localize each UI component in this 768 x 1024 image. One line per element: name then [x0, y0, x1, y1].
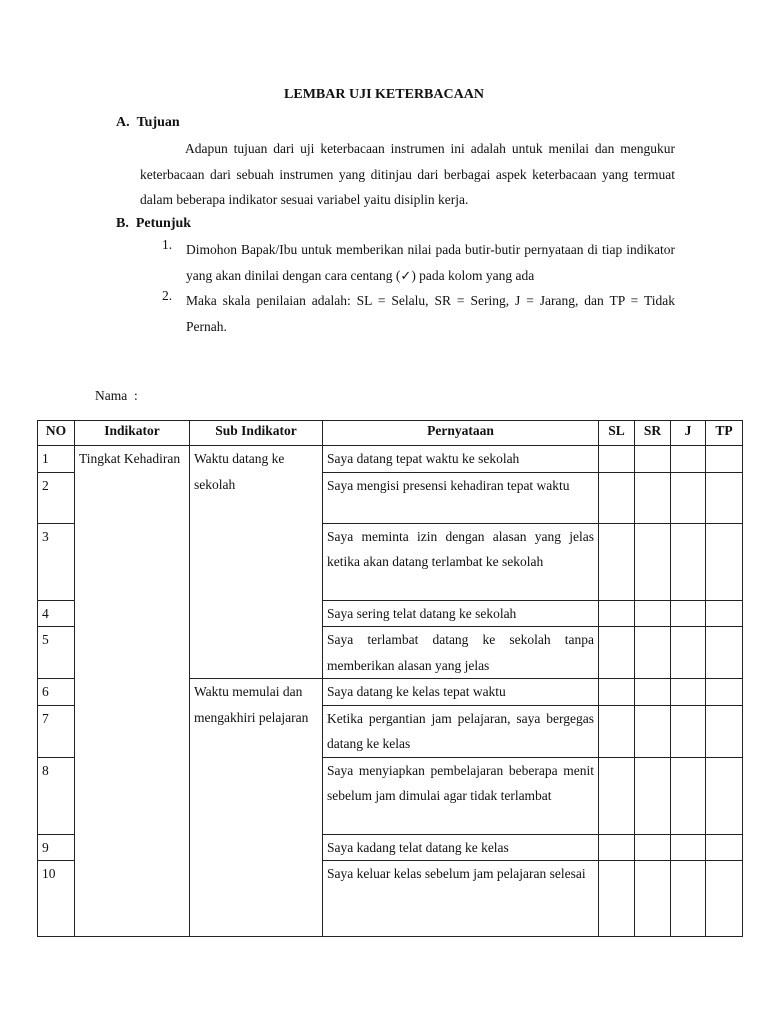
sl-checkbox-cell[interactable]: [599, 472, 635, 523]
row-number: 6: [38, 679, 75, 706]
sr-checkbox-cell[interactable]: [635, 705, 671, 757]
row-number: 10: [38, 861, 75, 937]
sl-checkbox-cell[interactable]: [599, 757, 635, 834]
sl-checkbox-cell[interactable]: [599, 861, 635, 937]
row-number: 8: [38, 757, 75, 834]
row-number: 5: [38, 627, 75, 679]
section-a-heading: A. Tujuan: [116, 115, 180, 130]
sr-checkbox-cell[interactable]: [635, 757, 671, 834]
nama-label: Nama :: [95, 388, 138, 403]
header-pernyataan: Pernyataan: [323, 421, 599, 446]
instruction-1-text-start: Dimohon Bapak/Ibu untuk memberikan nilai pada butir-butir pernyataan di tiap indikator yang akan dinilai dengan cara centang (: [186, 242, 675, 283]
j-checkbox-cell[interactable]: [671, 861, 706, 937]
table-row: [38, 446, 743, 473]
statement-cell: Saya terlambat datang ke sekolah tanpa memberikan alasan yang jelas: [323, 627, 599, 679]
sr-checkbox-cell[interactable]: [635, 523, 671, 600]
tp-checkbox-cell[interactable]: [706, 627, 743, 679]
header-sub-indikator: Sub Indikator: [190, 421, 323, 446]
j-checkbox-cell[interactable]: [671, 472, 706, 523]
sl-checkbox-cell[interactable]: [599, 679, 635, 706]
j-checkbox-cell[interactable]: [671, 446, 706, 473]
header-tp: TP: [706, 421, 743, 446]
statement-cell: Saya datang tepat waktu ke sekolah: [323, 446, 599, 473]
tp-checkbox-cell[interactable]: [706, 600, 743, 627]
sub-indikator-cell-1: Waktu datang ke sekolah: [190, 446, 323, 679]
sl-checkbox-cell[interactable]: [599, 446, 635, 473]
sl-checkbox-cell[interactable]: [599, 600, 635, 627]
sub-indikator-cell-2: Waktu memulai dan mengakhiri pelajaran: [190, 679, 323, 937]
table-header-row: [38, 421, 743, 446]
row-number: 1: [38, 446, 75, 473]
sl-checkbox-cell[interactable]: [599, 834, 635, 861]
statement-cell: Saya datang ke kelas tepat waktu: [323, 679, 599, 706]
instruction-2-number: 2.: [162, 288, 173, 303]
tp-checkbox-cell[interactable]: [706, 472, 743, 523]
sr-checkbox-cell[interactable]: [635, 472, 671, 523]
j-checkbox-cell[interactable]: [671, 600, 706, 627]
j-checkbox-cell[interactable]: [671, 627, 706, 679]
row-number: 7: [38, 705, 75, 757]
j-checkbox-cell[interactable]: [671, 679, 706, 706]
header-sl: SL: [599, 421, 635, 446]
header-sr: SR: [635, 421, 671, 446]
sr-checkbox-cell[interactable]: [635, 600, 671, 627]
statement-cell: Saya sering telat datang ke sekolah: [323, 600, 599, 627]
statement-cell: Saya menyiapkan pembelajaran beberapa menit sebelum jam dimulai agar tidak terlambat: [323, 757, 599, 834]
j-checkbox-cell[interactable]: [671, 834, 706, 861]
j-checkbox-cell[interactable]: [671, 757, 706, 834]
instruction-1-text: [186, 237, 675, 289]
tp-checkbox-cell[interactable]: [706, 679, 743, 706]
tp-checkbox-cell[interactable]: [706, 446, 743, 473]
row-number: 3: [38, 523, 75, 600]
tp-checkbox-cell[interactable]: [706, 757, 743, 834]
sr-checkbox-cell[interactable]: [635, 834, 671, 861]
section-b-heading: B. Petunjuk: [116, 216, 192, 231]
sl-checkbox-cell[interactable]: [599, 705, 635, 757]
tp-checkbox-cell[interactable]: [706, 861, 743, 937]
tp-checkbox-cell[interactable]: [706, 523, 743, 600]
sr-checkbox-cell[interactable]: [635, 861, 671, 937]
indikator-cell: Tingkat Kehadiran: [75, 446, 190, 937]
header-j: J: [671, 421, 706, 446]
sl-checkbox-cell[interactable]: [599, 627, 635, 679]
instruction-2-text: Maka skala penilaian adalah: SL = Selalu, SR = Sering, J = Jarang, dan TP = Tidak Pernah.: [186, 293, 675, 334]
statement-cell: Saya keluar kelas sebelum jam pelajaran selesai: [323, 861, 599, 937]
sr-checkbox-cell[interactable]: [635, 446, 671, 473]
statement-cell: Ketika pergantian jam pelajaran, saya bergegas datang ke kelas: [323, 705, 599, 757]
sr-checkbox-cell[interactable]: [635, 679, 671, 706]
sr-checkbox-cell[interactable]: [635, 627, 671, 679]
page-title: LEMBAR UJI KETERBACAAN: [284, 87, 484, 102]
j-checkbox-cell[interactable]: [671, 705, 706, 757]
statement-cell: Saya meminta izin dengan alasan yang jelas ketika akan datang terlambat ke sekolah: [323, 523, 599, 600]
row-number: 4: [38, 600, 75, 627]
check-mark-icon: ✓: [400, 268, 412, 284]
row-number: 9: [38, 834, 75, 861]
row-number: 2: [38, 472, 75, 523]
statement-cell: Saya mengisi presensi kehadiran tepat waktu: [323, 472, 599, 523]
tp-checkbox-cell[interactable]: [706, 705, 743, 757]
instruction-1-number: 1.: [162, 237, 173, 252]
statement-cell: Saya kadang telat datang ke kelas: [323, 834, 599, 861]
section-a-paragraph: Adapun tujuan dari uji keterbacaan instrumen ini adalah untuk menilai dan mengukur keterbacaan dari sebuah instrumen yang ditinjau dari berbagai aspek keterbacaan yang termuat dalam beberapa indikator sesuai variabel yaitu disiplin kerja.: [140, 141, 675, 207]
header-no: NO: [38, 421, 75, 446]
assessment-table: [37, 420, 743, 937]
header-indikator: Indikator: [75, 421, 190, 446]
tp-checkbox-cell[interactable]: [706, 834, 743, 861]
instruction-1-text-end: ) pada kolom yang ada: [411, 267, 535, 283]
j-checkbox-cell[interactable]: [671, 523, 706, 600]
sl-checkbox-cell[interactable]: [599, 523, 635, 600]
